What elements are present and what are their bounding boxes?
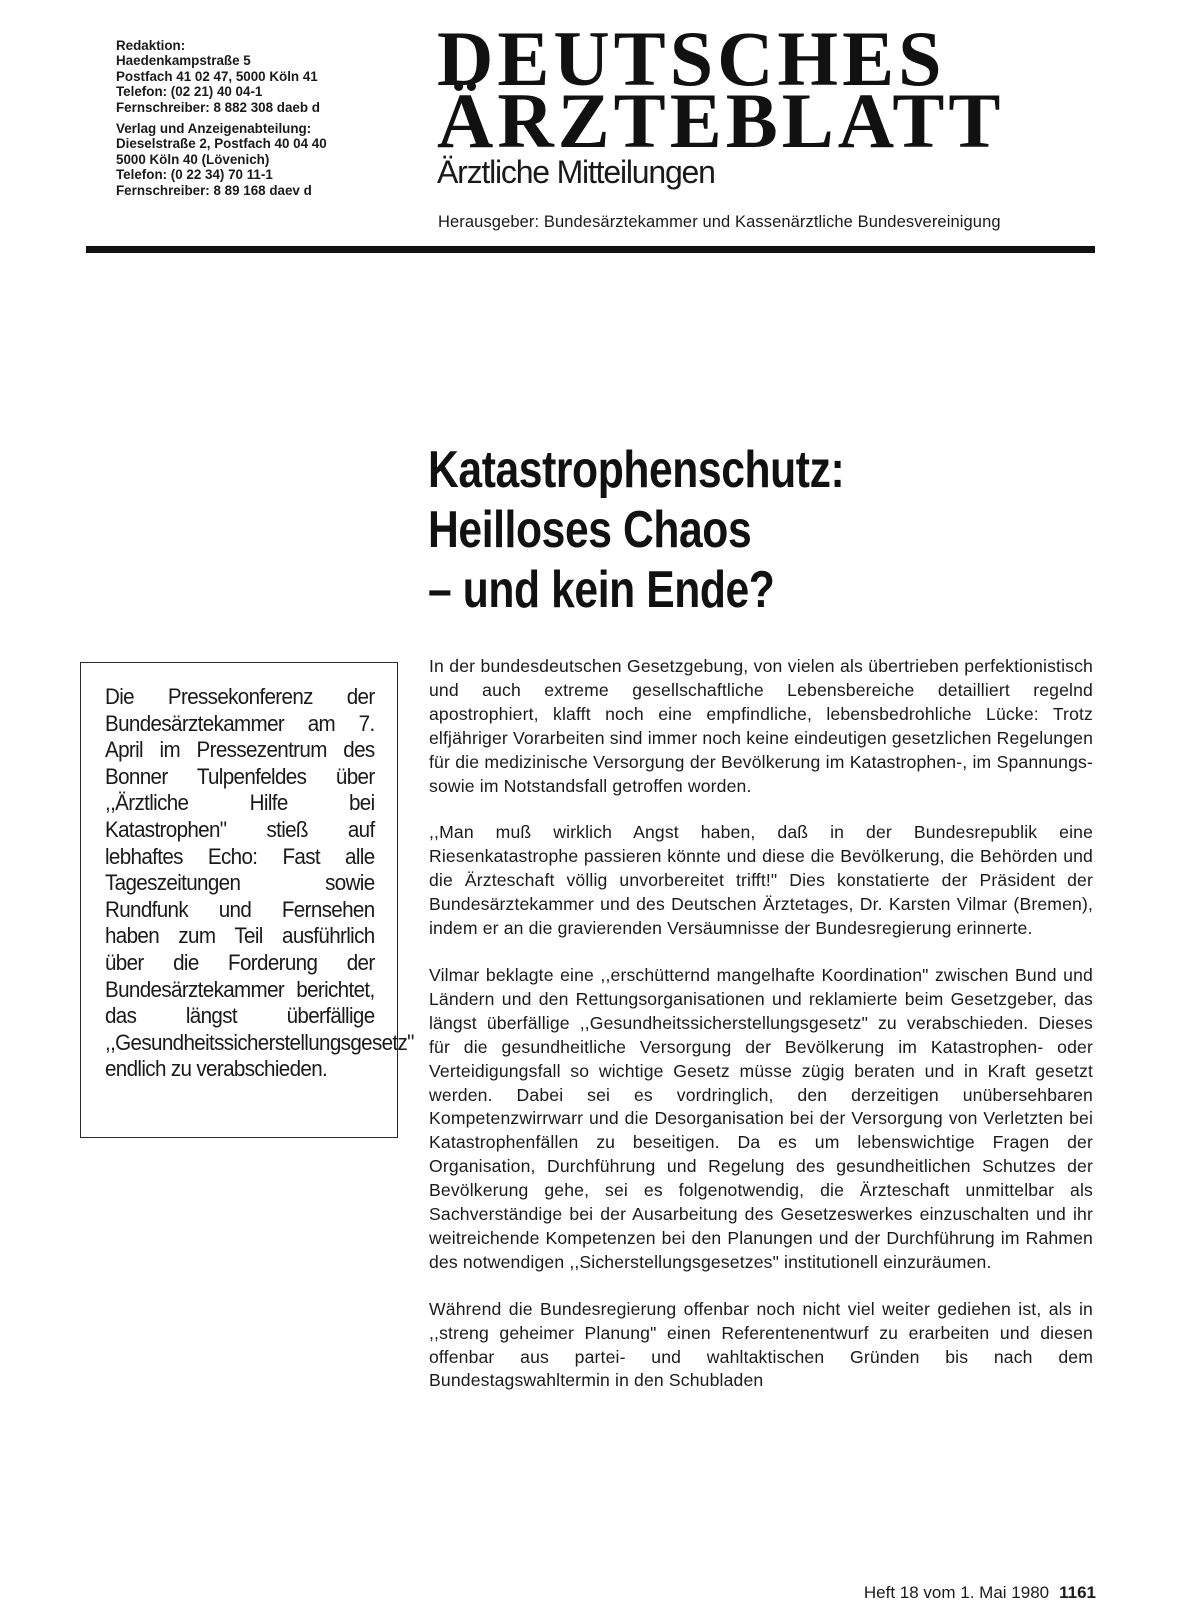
imprint-line: Haedenkampstraße 5 <box>116 53 251 69</box>
imprint-line: Fernschreiber: 8 89 168 daev d <box>116 182 312 198</box>
masthead <box>437 15 1137 191</box>
article-body <box>429 655 1093 1416</box>
masthead-rule <box>86 246 1095 253</box>
masthead-title-line1: DEUTSCHES <box>437 15 946 102</box>
imprint <box>116 38 406 198</box>
headline-line: – und kein Ende? <box>428 561 775 619</box>
imprint-line: Postfach 41 02 47, 5000 Köln 41 <box>116 68 318 84</box>
imprint-line: Telefon: (0 22 34) 70 11-1 <box>116 167 273 183</box>
masthead-subtitle: Ärztliche Mitteilungen <box>437 154 715 190</box>
article-paragraph: ,,Man muß wirklich Angst haben, daß in der Bundesrepublik eine Riesenkatastrophe passieren könnte und diese die Bevölkerung, die Behörden und die Ärzteschaft völlig unvorbereitet trifft!" Dies konstatierte der Präsident der Bundesärztekammer und des Deutschen Ärztetages, Dr. Karsten Vilmar (Bremen), indem er an die gravierenden Versäumnisse der Bundesregierung erinnerte. <box>429 822 1093 939</box>
page-footer <box>864 1583 1096 1603</box>
imprint-redaktion <box>116 38 406 115</box>
article-paragraph: Während die Bundesregierung offenbar noch nicht viel weiter gediehen ist, als in ,,streng geheimer Planung" einen Referentenentwurf zu erarbeiten und diesen offenbar aus partei- und wahltaktischen Gründen bis nach dem Bundestagswahltermin in den Schubladen <box>429 1298 1093 1391</box>
summary-box <box>80 662 414 1138</box>
masthead-title-line2: ÄRZTEBLATT <box>437 77 1005 164</box>
summary-text: Die Pressekonferenz der Bundesärztekammer am 7. April im Pressezentrum des Bonner Tulpenfeldes über ,,Ärztliche Hilfe bei Katastrophen" stieß auf lebhaftes Echo: Fast alle Tageszeitungen sowie Rundfunk und Fernsehen haben zum Teil ausführlich über die Forderung der Bundesärztekammer berichtet, das längst überfällige ,,Gesundheitssicherstellungsgesetz" endlich zu verabschieden. <box>105 684 414 1082</box>
article-headline <box>428 440 969 620</box>
imprint-line: 5000 Köln 40 (Lövenich) <box>116 151 270 167</box>
headline-line: Katastrophenschutz: <box>428 441 845 499</box>
imprint-line: Telefon: (02 21) 40 04-1 <box>116 84 263 100</box>
article-paragraph: Vilmar beklagte eine ,,erschütternd mangelhafte Koordination" zwischen Bund und Ländern und den Rettungsorganisationen und reklamierte beim Gesetzgeber, das längst überfällige ,,Gesundheitssicherstellungsgesetz" zu verabschieden. Dieses für die gesundheitliche Versorgung der Bevölkerung im Katastrophen- oder Verteidigungsfall so wichtige Gesetz müsse zügig beraten und in Kraft gesetzt werden. Dabei sei es vordringlich, den derzeitigen unübersehbaren Kompetenzwirrwarr und die Desorganisation bei der Versorgung von Verletzten bei Katastrophenfällen zu beseitigen. Da es um lebenswichtige Fragen der Organisation, Durchführung und Regelung des gesundheitlichen Schutzes der Bevölkerung gehe, sei es folgenotwendig, die Ärzteschaft unmittelbar als Sachverständige bei der Ausarbeitung des Gesetzeswerkes einzuschalten und ihr weitreichende Kompetenzen bei den Planungen und der Durchführung im Rahmen des notwendigen ,,Sicherstellungsgesetzes" institutionell einzuräumen. <box>429 964 1093 1272</box>
publisher-line: Herausgeber: Bundesärztekammer und Kassenärztliche Bundesvereinigung <box>438 213 1001 231</box>
imprint-line: Dieselstraße 2, Postfach 40 04 40 <box>116 136 327 152</box>
headline-line: Heilloses Chaos <box>428 501 752 559</box>
imprint-line: Redaktion: <box>116 38 186 53</box>
imprint-line: Verlag und Anzeigenabteilung: <box>116 121 312 137</box>
imprint-line: Fernschreiber: 8 882 308 daeb d <box>116 99 320 115</box>
issue-info: Heft 18 vom 1. Mai 1980 <box>863 1583 1050 1602</box>
article-paragraph: In der bundesdeutschen Gesetzgebung, von vielen als übertrieben perfektionistisch und auch extreme gesellschaftliche Lebensbereiche detailliert regelnd apostrophiert, klafft noch eine empfindliche, lebensbedrohliche Lücke: Trotz elfjähriger Vorarbeiten sind immer noch keine eindeutigen gesetzlichen Regelungen für die medizinische Versorgung der Bevölkerung im Katastrophen-, im Spannungs- sowie im Notstandsfall getroffen worden. <box>429 656 1093 796</box>
imprint-verlag <box>116 121 406 198</box>
page-number: 1161 <box>1059 1583 1096 1602</box>
